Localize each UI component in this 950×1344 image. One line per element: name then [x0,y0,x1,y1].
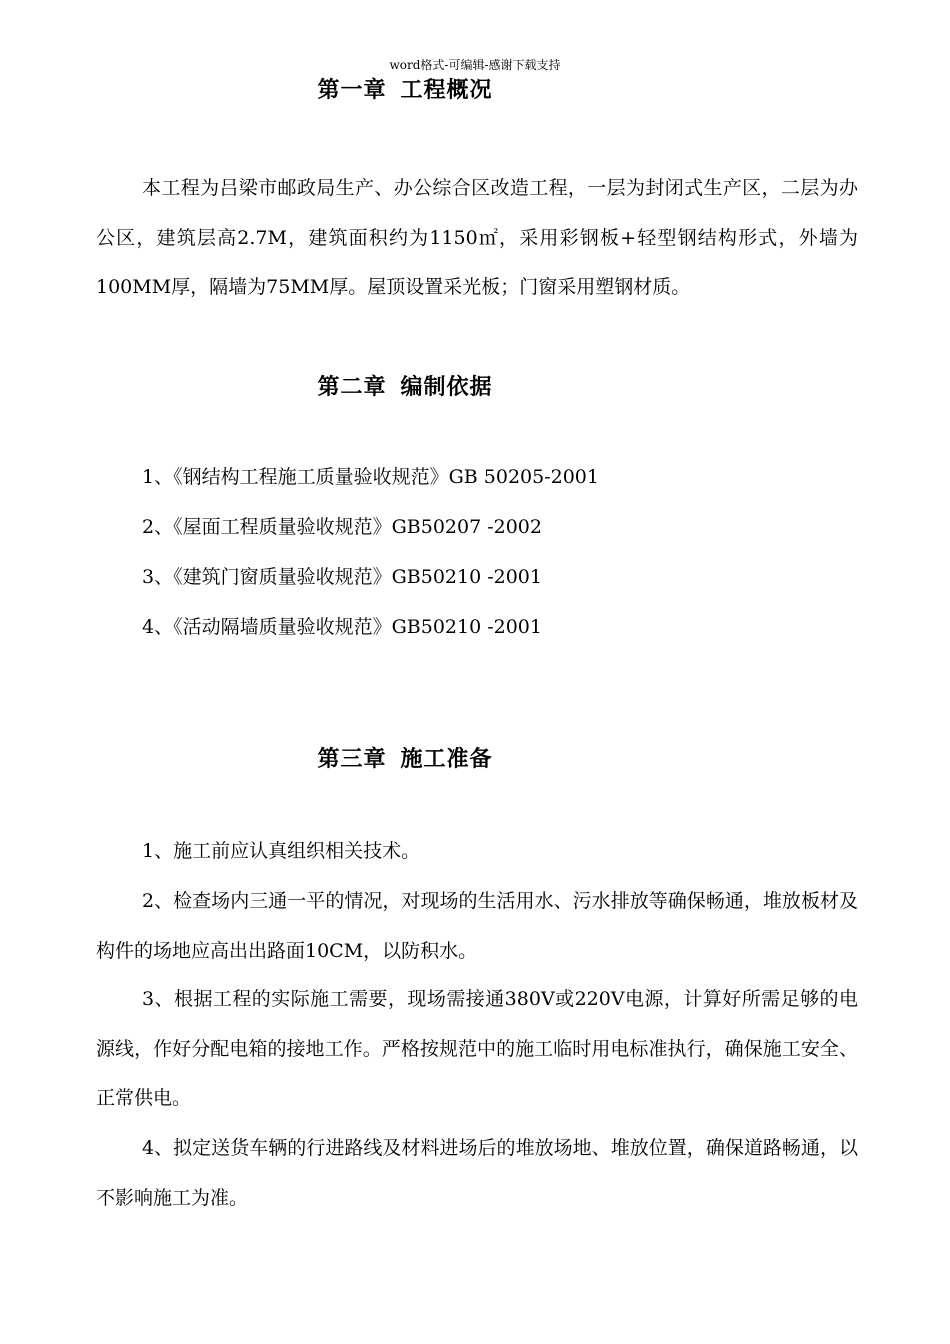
chapter-1-name: 工程概况 [400,78,493,103]
preparation-item-3: 3、根据工程的实际施工需要，现场需接通380V或220V电源，计算好所需足够的电源线，作好分配电箱的接地工作。严格按规范中的施工临时用电标准执行，确保施工安全、正常供电。 [96,988,858,1109]
standard-item: 1、《钢结构工程施工质量验收规范》GB 50205-2001 [142,466,599,488]
chapter-1-title [0,76,810,106]
chapter-2-number: 第二章 [317,375,387,400]
chapter-2-title [0,373,810,403]
standard-item: 4、《活动隔墙质量验收规范》GB50210 -2001 [142,616,542,638]
chapter-3-number: 第三章 [317,747,387,772]
chapter-3-name: 施工准备 [400,747,493,772]
chapter-1-number: 第一章 [317,78,387,103]
standard-item: 2、《屋面工程质量验收规范》GB50207 -2002 [142,516,542,538]
chapter-2-name: 编制依据 [400,375,493,400]
chapter-1-paragraph: 本工程为吕梁市邮政局生产、办公综合区改造工程，一层为封闭式生产区，二层为办公区，建筑层高2.7M，建筑面积约为1150㎡，采用彩钢板+轻型钢结构形式，外墙为100MM厚，隔墙为75MM厚。屋顶设置采光板；门窗采用塑钢材质。 [96,177,858,298]
preparation-item-4: 4、拟定送货车辆的行进路线及材料进场后的堆放场地、堆放位置，确保道路畅通，以不影响施工为准。 [96,1137,858,1209]
header-note: word格式-可编辑-感谢下载支持 [389,58,561,72]
standard-item: 3、《建筑门窗质量验收规范》GB50210 -2001 [142,566,542,588]
preparation-item-1: 1、施工前应认真组织相关技术。 [142,840,421,862]
chapter-3-title [0,745,810,775]
preparation-item-2: 2、检查场内三通一平的情况，对现场的生活用水、污水排放等确保畅通，堆放板材及构件的场地应高出出路面10CM，以防积水。 [96,890,858,962]
